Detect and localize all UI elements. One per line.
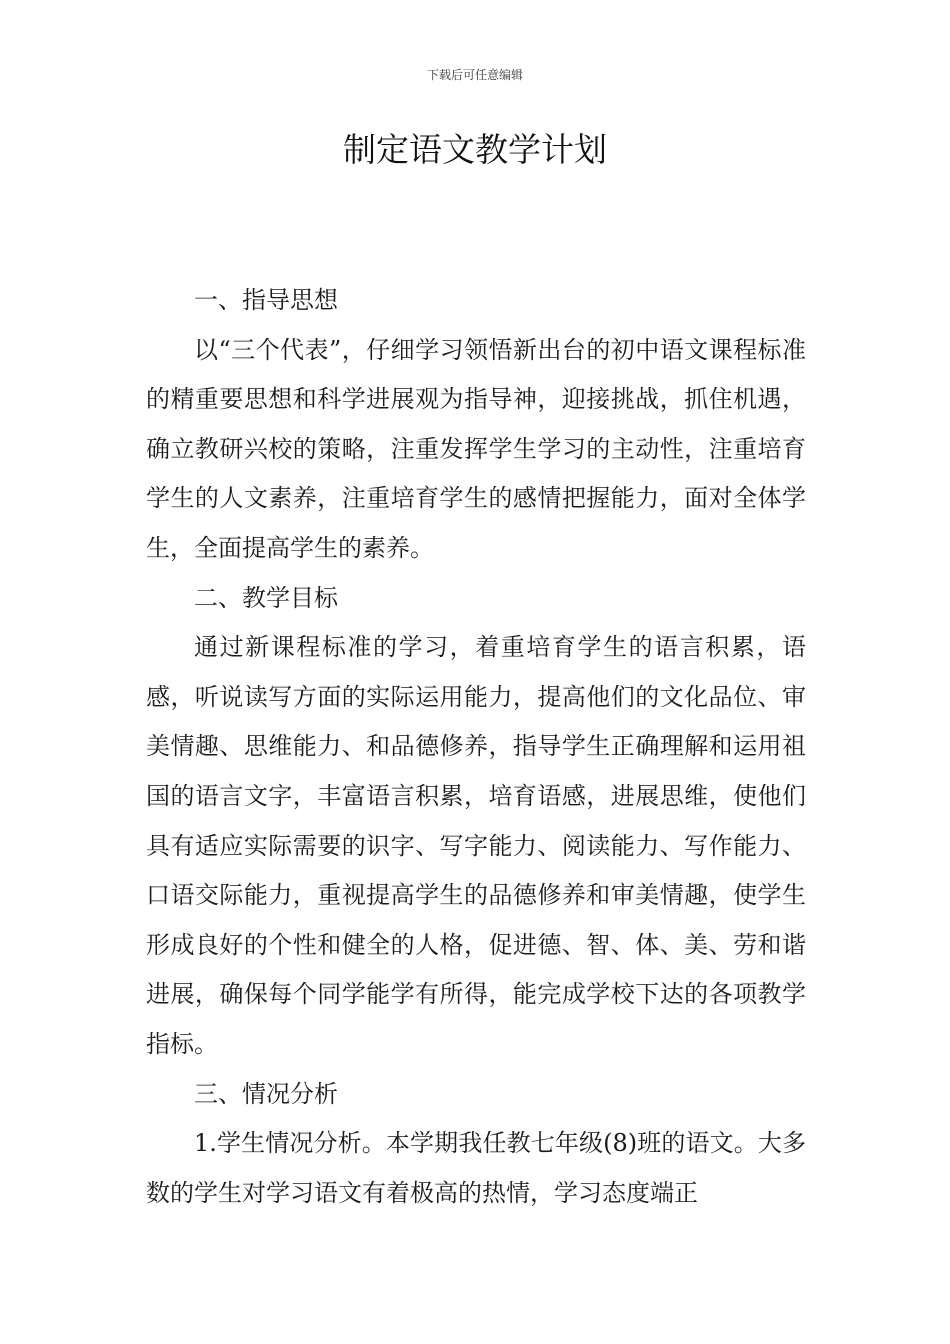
paragraph-student-analysis: 1.学生情况分析。本学期我任教七年级(8)班的语文。大多数的学生对学习语文有着极高的热情，学习态度端正 xyxy=(146,1129,806,1207)
section-heading-situation-analysis: 三、情况分析 xyxy=(194,1079,338,1108)
section-heading-teaching-goals: 二、教学目标 xyxy=(194,583,338,612)
header-note: 下载后可任意编辑 xyxy=(426,68,523,82)
section-heading-guiding-ideology: 一、指导思想 xyxy=(194,286,338,314)
paragraph-teaching-goals: 通过新课程标准的学习，着重培育学生的语言积累，语感，听说读写方面的实际运用能力，提高他们的文化品位、审美情趣、思维能力、和品德修养，指导学生正确理解和运用祖国的语言文字，丰富语言积累，培育语感，进展思维，使他们具有适应实际需要的识字、写字能力、阅读能力、写作能力、口语交际能力，重视提高学生的品德修养和审美情趣，使学生形成良好的个性和健全的人格，促进德、智、体、美、劳和谐进展，确保每个同学能学有所得，能完成学校下达的各项教学指标。 xyxy=(146,633,806,1058)
paragraph-guiding-ideology: 以“三个代表”，仔细学习领悟新出台的初中语文课程标准的精重要思想和科学进展观为指导神，迎接挑战，抓住机遇，确立教研兴校的策略，注重发挥学生学习的主动性，注重培育学生的人文素养，注重培育学生的感情把握能力，面对全体学生，全面提高学生的素养。 xyxy=(146,335,806,562)
document-title: 制定语文教学计划 xyxy=(343,130,607,169)
document-body xyxy=(146,276,806,1218)
